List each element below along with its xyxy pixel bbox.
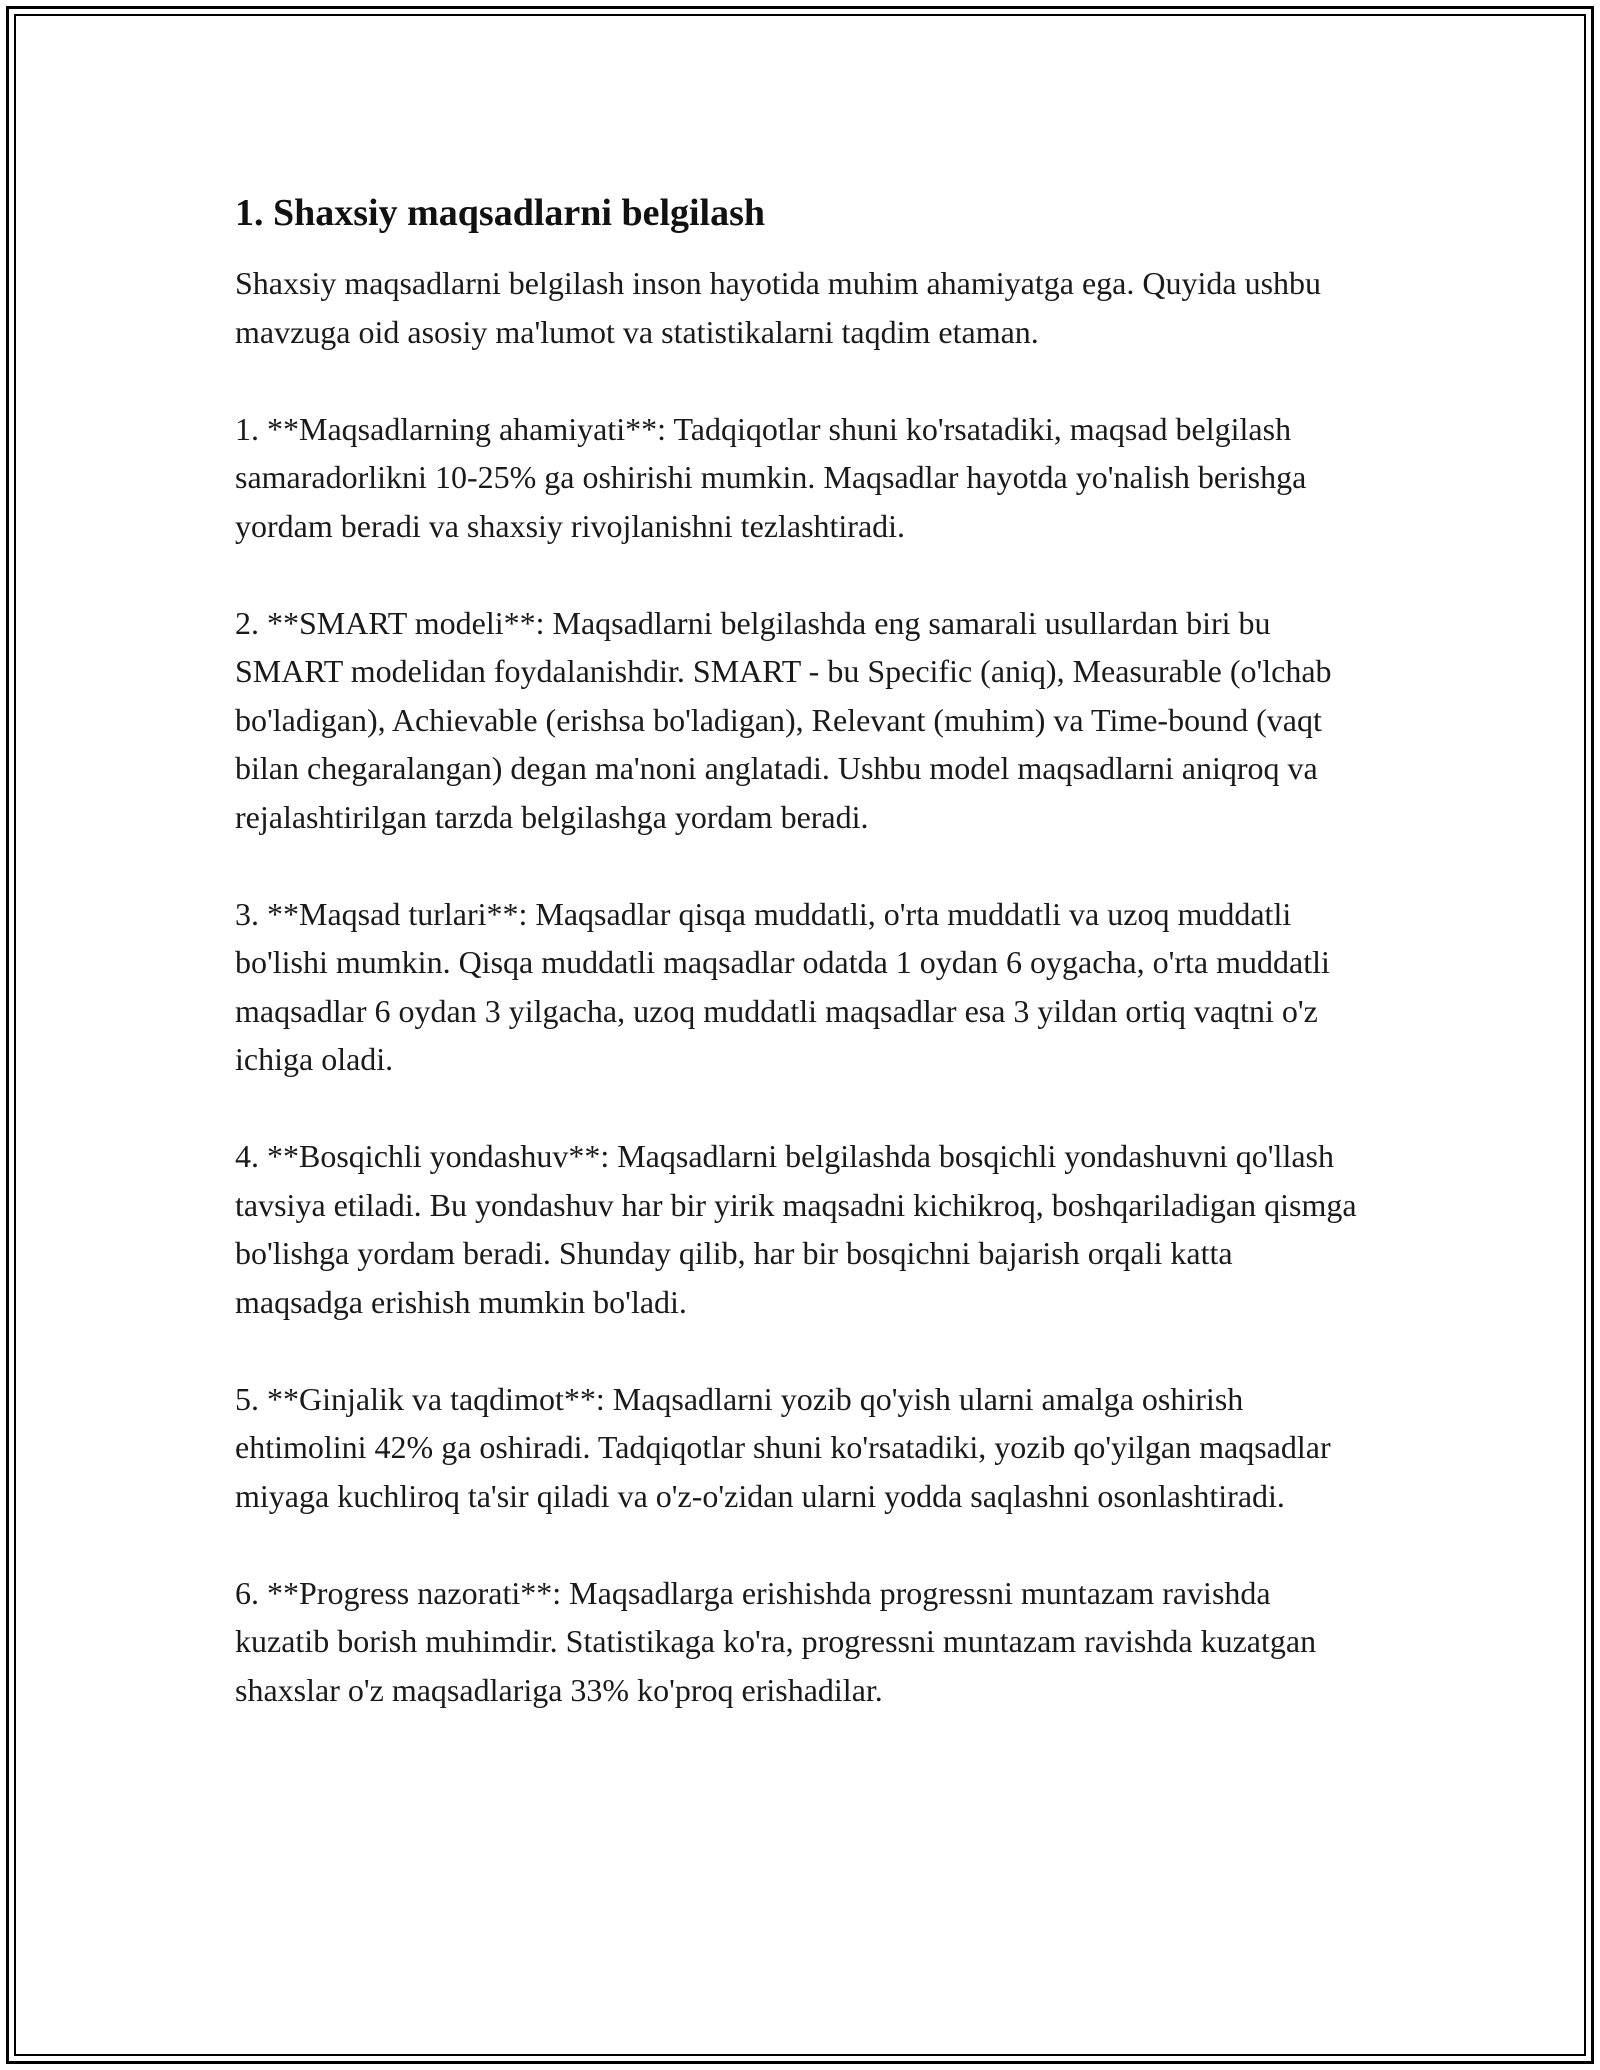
section-paragraph-4: 4. **Bosqichli yondashuv**: Maqsadlarni belgilashda bosqichli yondashuvni qo'llash tavsiya etiladi. Bu yondashuv har bir yirik maqsadni kichikroq, boshqariladigan qismga bo'lishga yordam beradi. Shunday qilib, har bir bosqichni bajarish orqali katta maqsadga erishish mumkin bo'ladi. bbox=[235, 1138, 1357, 1320]
section-paragraph-1: 1. **Maqsadlarning ahamiyati**: Tadqiqotlar shuni ko'rsatadiki, maqsad belgilash samaradorlikni 10-25% ga oshirishi mumkin. Maqsadlar hayotda yo'nalish berishga yordam beradi va shaxsiy rivojlanishni tezlashtiradi. bbox=[235, 410, 1307, 544]
section-paragraph-3: 3. **Maqsad turlari**: Maqsadlar qisqa muddatli, o'rta muddatli va uzoq muddatli bo'lishi mumkin. Qisqa muddatli maqsadlar odatda 1 oydan 6 oygacha, o'rta muddatli maqsadlar 6 oydan 3 yilgacha, uzoq muddatli maqsadlar esa 3 yildan ortiq vaqtni o'z ichiga oladi. bbox=[235, 895, 1330, 1077]
intro-paragraph: Shaxsiy maqsadlarni belgilash inson hayotida muhim ahamiyatga ega. Quyida ushbu mavzuga oid asosiy ma'lumot va statistikalarni taqdim etaman. bbox=[235, 265, 1322, 350]
document-title: 1. Shaxsiy maqsadlarni belgilash bbox=[235, 192, 766, 234]
document-body bbox=[235, 187, 1365, 1763]
section-paragraph-2: 2. **SMART modeli**: Maqsadlarni belgilashda eng samarali usullardan biri bu SMART modelidan foydalanishdir. SMART - bu Specific (aniq), Measurable (o'lchab bo'ladigan), Achievable (erishsa bo'ladigan), Relevant (muhim) va Time-bound (vaqt bilan chegaralangan) degan ma'noni anglatadi. Ushbu model maqsadlarni aniqroq va rejalashtirilgan tarzda belgilashga yordam beradi. bbox=[235, 604, 1332, 835]
section-paragraph-5: 5. **Ginjalik va taqdimot**: Maqsadlarni yozib qo'yish ularni amalga oshirish ehtimolini 42% ga oshiradi. Tadqiqotlar shuni ko'rsatadiki, yozib qo'yilgan maqsadlar miyaga kuchliroq ta'sir qiladi va o'z-o'zidan ularni yodda saqlashni osonlashtiradi. bbox=[235, 1380, 1331, 1514]
section-paragraph-6: 6. **Progress nazorati**: Maqsadlarga erishishda progressni muntazam ravishda kuzatib borish muhimdir. Statistikaga ko'ra, progressni muntazam ravishda kuzatgan shaxslar o'z maqsadlariga 33% ko'proq erishadilar. bbox=[235, 1574, 1317, 1708]
